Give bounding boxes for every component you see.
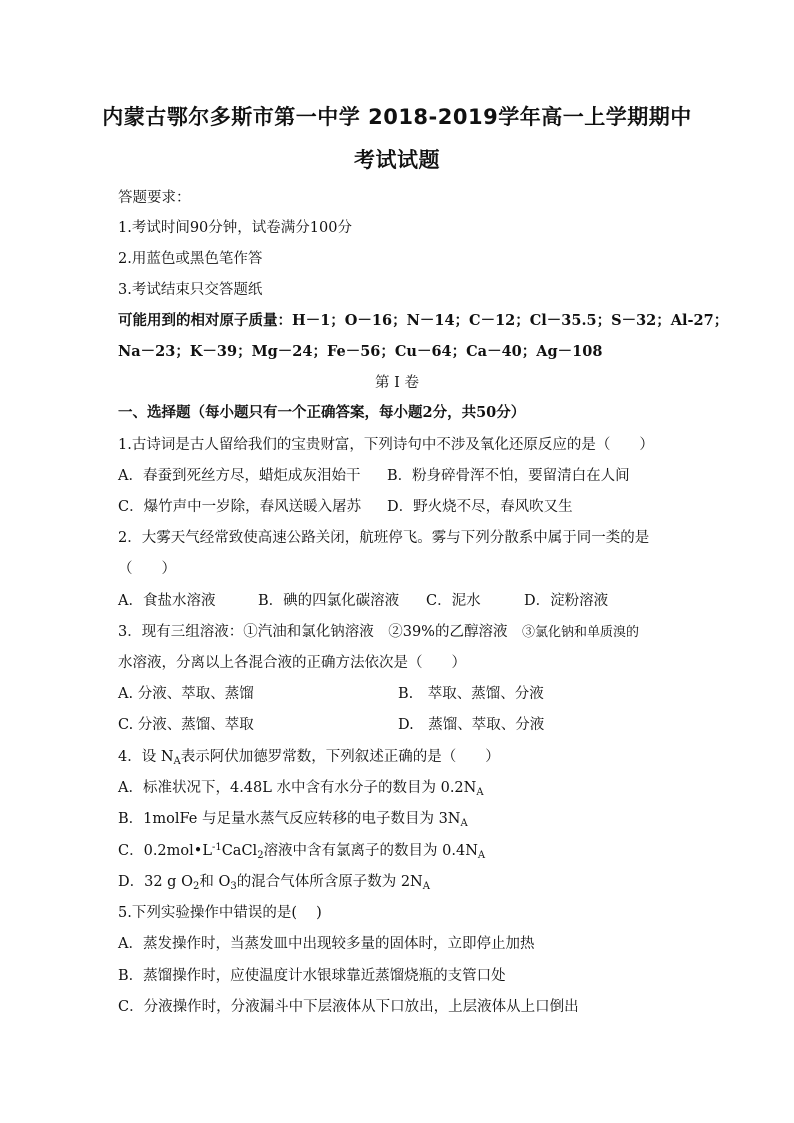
subscript: A xyxy=(477,850,486,861)
question-3-option-b: B. 萃取、蒸馏、分液 xyxy=(398,686,544,702)
question-1-option-d: D．野火烧不尽，春风吹又生 xyxy=(387,499,573,515)
question-4-stem-pre: 4．设 N xyxy=(118,749,174,765)
subscript: 2 xyxy=(257,850,264,861)
instruction-item: 1.考试时间90分钟，试卷满分100分 xyxy=(118,220,352,236)
question-3-stem-main: 3．现有三组溶液：①汽油和氯化钠溶液 ②39%的乙醇溶液 xyxy=(118,624,522,640)
atomic-masses-line-2: Na－23；K－39；Mg－24；Fe－56；Cu－64；Ca－40；Ag－108 xyxy=(118,343,603,360)
question-4-stem-post: 表示阿伏加德罗常数，下列叙述正确的是（ ） xyxy=(180,749,500,765)
question-5-option-b: B．蒸馏操作时，应使温度计水银球靠近蒸馏烧瓶的支管口处 xyxy=(118,968,506,984)
superscript: -1 xyxy=(211,842,222,853)
question-4-option-d xyxy=(118,872,430,892)
instruction-item: 2.用蓝色或黑色笔作答 xyxy=(118,251,263,267)
subscript: 2 xyxy=(192,881,200,892)
section-heading: 一、选择题（每小题只有一个正确答案，每小题2分，共50分） xyxy=(118,404,526,421)
question-4-option-d-text: D．32 g O xyxy=(118,874,193,890)
volume-heading: 第 Ⅰ 卷 xyxy=(375,375,419,391)
subscript: A xyxy=(422,881,430,892)
question-4-option-d-rest: 的混合气体所含原子数为 2N xyxy=(236,874,423,890)
subscript: A xyxy=(460,818,468,829)
question-2-option-b: B．碘的四氯化碳溶液 xyxy=(258,593,400,609)
question-4-option-c-rest: 溶液中含有氯离子的数目为 0.4N xyxy=(263,843,478,859)
instruction-item: 3.考试结束只交答题纸 xyxy=(118,282,263,298)
question-5-option-a: A．蒸发操作时，当蒸发皿中出现较多量的固体时，立即停止加热 xyxy=(118,936,535,952)
question-4-stem xyxy=(118,747,500,767)
question-2-option-d: D．淀粉溶液 xyxy=(524,593,609,609)
question-2-stem: 2．大雾天气经常致使高速公路关闭，航班停飞。雾与下列分散系中属于同一类的是 xyxy=(118,530,650,546)
title-line-1: 内蒙古鄂尔多斯市第一中学 2018-2019学年高一上学期期中 xyxy=(102,105,692,129)
subscript: 3 xyxy=(230,881,237,892)
question-4-option-a-text: A．标准状况下，4.48L 水中含有水分子的数目为 0.2N xyxy=(118,780,477,796)
question-3-stem-line-1 xyxy=(118,622,639,643)
question-4-option-b xyxy=(118,809,468,829)
question-3-option-d: D. 蒸馏、萃取、分液 xyxy=(398,717,545,733)
question-2-answer-paren: （ ） xyxy=(118,561,176,577)
title-line-2: 考试试题 xyxy=(354,148,440,172)
question-5-stem: 5.下列实验操作中错误的是( ) xyxy=(118,905,322,921)
question-4-option-a xyxy=(118,778,484,798)
instructions-heading: 答题要求： xyxy=(118,190,191,206)
question-4-option-d-mid: 和 O xyxy=(199,874,231,890)
question-3-stem-small: ③氯化钠和单质溴的 xyxy=(521,625,639,640)
subscript: A xyxy=(173,756,181,767)
question-1-stem: 1.古诗词是古人留给我们的宝贵财富，下列诗句中不涉及氧化还原反应的是（ ） xyxy=(118,437,654,453)
question-3-option-c: C. 分液、蒸馏、萃取 xyxy=(118,717,254,733)
question-5-option-c: C．分液操作时，分液漏斗中下层液体从下口放出，上层液体从上口倒出 xyxy=(118,999,579,1015)
question-4-option-c-formula: CaCl xyxy=(221,843,258,859)
question-3-stem-line-2: 水溶液，分离以上各混合液的正确方法依次是（ ） xyxy=(118,655,466,671)
question-2-option-a: A．食盐水溶液 xyxy=(118,593,216,609)
question-1-option-c: C．爆竹声中一岁除，春风送暖入屠苏 xyxy=(118,499,362,515)
question-3-option-a: A. 分液、萃取、蒸馏 xyxy=(118,686,254,702)
question-1-option-b: B．粉身碎骨浑不怕，要留清白在人间 xyxy=(387,468,630,484)
question-4-option-b-text: B．1molFe 与足量水蒸气反应转移的电子数目为 3N xyxy=(118,811,461,827)
atomic-masses-line-1: 可能用到的相对原子质量：H－1；O－16；N－14；C－12；Cl－35.5；S－32；Al-27； xyxy=(118,312,729,329)
question-4-option-c-text: C．0.2mol•L xyxy=(118,843,212,859)
subscript: A xyxy=(476,787,484,798)
question-4-option-c xyxy=(118,841,485,861)
question-1-option-a: A．春蚕到死丝方尽，蜡炬成灰泪始干 xyxy=(118,468,361,484)
question-2-option-c: C．泥水 xyxy=(426,593,481,609)
